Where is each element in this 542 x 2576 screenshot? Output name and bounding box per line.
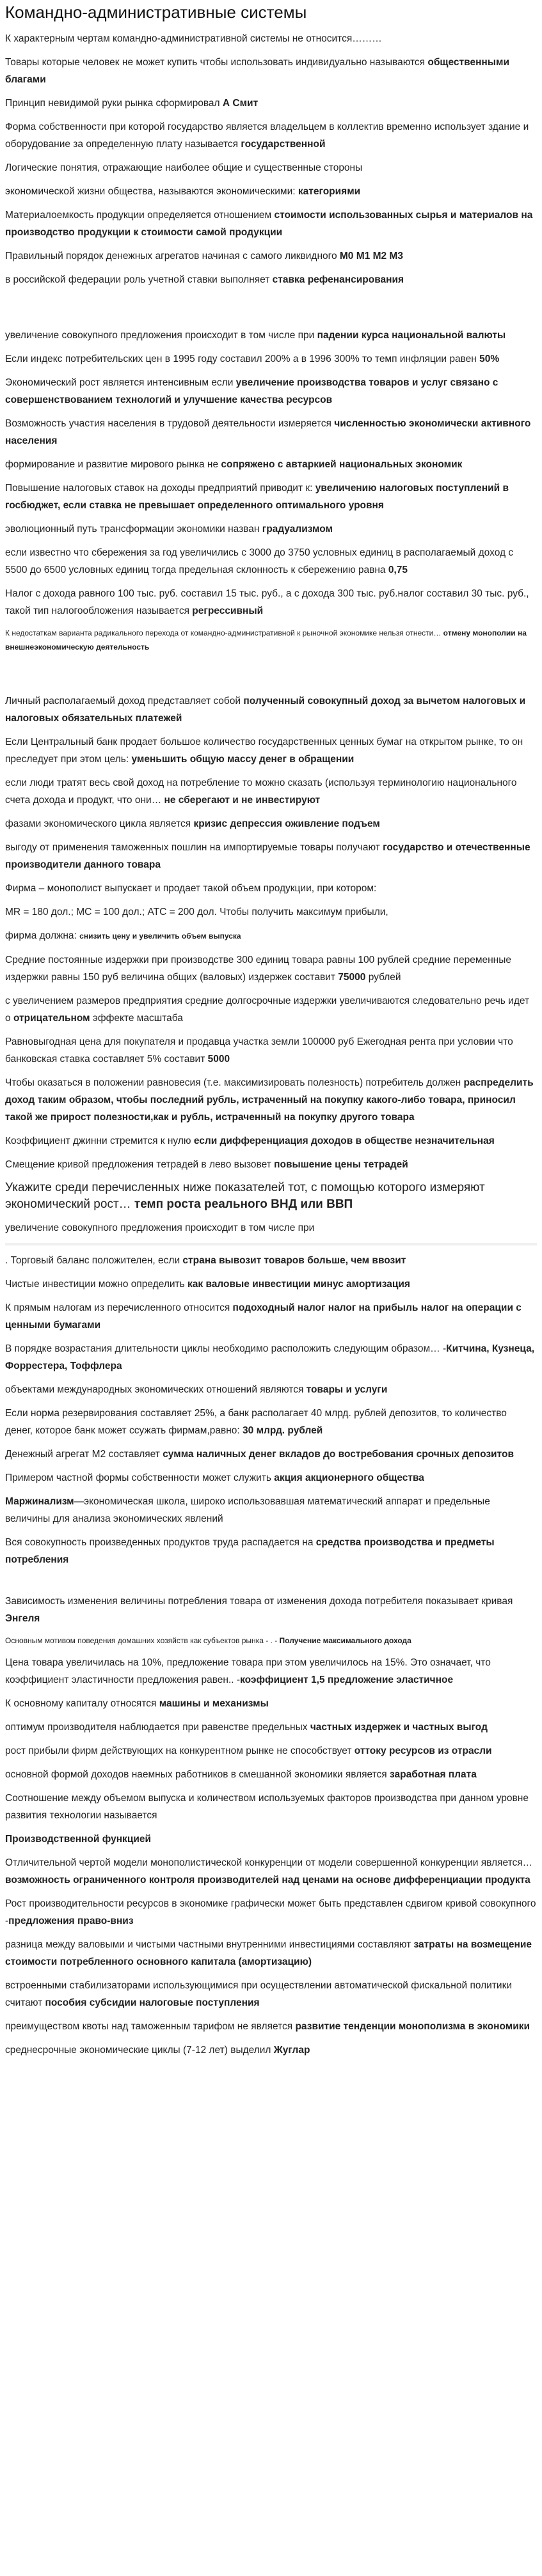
- answer-text: товары и услуги: [306, 1384, 388, 1395]
- answer-text: Производственной функцией: [5, 1834, 152, 1845]
- question-text: Если индекс потребительских цен в 1995 году составил 200% а в 1996 300% то темп инфляции равен: [5, 354, 480, 364]
- question-paragraph: [5, 456, 537, 473]
- answer-text: ставка рефенансирования: [272, 274, 404, 285]
- question-paragraph: [5, 1299, 537, 1334]
- answer-text: Энгеля: [5, 1613, 40, 1624]
- question-text: эволюционный путь трансформации экономики назван: [5, 524, 262, 535]
- question-paragraph: [5, 1381, 537, 1398]
- question-text: с увеличением размеров предприятия средние долгосрочные издержки увеличиваются следовательно речь идет о: [5, 995, 530, 1024]
- question-paragraph: [5, 2018, 537, 2035]
- question-text: Укажите среди перечисленных ниже показателей тот, с помощью которого измеряют экономический рост…: [5, 1181, 485, 1211]
- answer-text: машины и механизмы: [159, 1698, 269, 1709]
- question-paragraph: [5, 839, 537, 873]
- question-paragraph: [5, 1831, 537, 1848]
- question-text: среднесрочные экономические циклы (7-12 лет) выделил: [5, 2045, 274, 2056]
- question-paragraph: [5, 247, 537, 265]
- question-text-tail: рублей: [365, 972, 401, 983]
- question-paragraph: [5, 1790, 537, 1824]
- question-text: увеличение совокупного предложения происходит в том числе при: [5, 1222, 315, 1233]
- answer-text: падении курса национальной валюты: [317, 330, 506, 341]
- question-text: основной формой доходов наемных работников в смешанной экономики является: [5, 1769, 390, 1780]
- question-paragraph: [5, 544, 537, 579]
- question-paragraph: [5, 1132, 537, 1150]
- question-text: Налог с дохода равного 100 тыс. руб. составил 15 тыс. руб., а с дохода 300 тыс. руб.налог составил 30 тыс. руб., такой тип налогообложения называется: [5, 588, 529, 616]
- question-text: К основному капиталу относятся: [5, 1698, 159, 1709]
- page-title: Командно-административные системы: [5, 3, 307, 22]
- question-text: Чистые инвестиции можно определить: [5, 1279, 188, 1290]
- question-paragraph: [5, 30, 537, 47]
- content: [5, 30, 537, 2059]
- question-paragraph: [5, 1936, 537, 1971]
- answer-text: повышение цены тетрадей: [274, 1159, 408, 1170]
- question-paragraph: [5, 1469, 537, 1487]
- answer-text: частных издержек и частных выгод: [310, 1722, 488, 1733]
- divider: [5, 1243, 537, 1245]
- question-text: оптимум производителя наблюдается при равенстве предельных: [5, 1722, 310, 1733]
- question-text: в российской федерации роль учетной ставки выполняет: [5, 274, 273, 285]
- question-paragraph: [5, 1634, 537, 1648]
- answer-text: 0,75: [388, 565, 408, 575]
- question-paragraph: [5, 480, 537, 514]
- question-paragraph: [5, 951, 537, 986]
- question-text: Чтобы оказаться в положении равновесия (т.е. максимизировать полезность) потребитель должен: [5, 1077, 464, 1088]
- question-text: В порядке возрастания длительности циклы необходимо расположить следующим образом… -: [5, 1343, 447, 1354]
- answer-text: М0 М1 М2 М3: [339, 251, 403, 262]
- answer-text: полученный совокупный доход за вычетом налоговых и налоговых обязательных платежей: [5, 696, 526, 724]
- answer-text: градуализмом: [262, 524, 333, 535]
- question-paragraph: [5, 327, 537, 344]
- answer-text: увеличение производства товаров и услуг связано с совершенствованием технологий и улучшение качества ресурсов: [5, 377, 498, 405]
- answer-text: численностью экономически активного населения: [5, 418, 531, 446]
- answer-text: возможность ограниченного контроля производителей над ценами на основе дифференциации продукта: [5, 1875, 530, 1885]
- answer-text: Китчина, Кузнеца, Форрестера, Тоффлера: [5, 1343, 535, 1371]
- question-text: Товары которые человек не может купить чтобы использовать индивидуально называются: [5, 57, 428, 68]
- answer-text: Получение максимального дохода: [279, 1636, 411, 1645]
- spacer: [5, 660, 537, 692]
- answer-text: 50%: [479, 354, 500, 364]
- answer-text: пособия субсидии налоговые поступления: [45, 1997, 260, 2008]
- question-paragraph: [5, 183, 537, 200]
- question-paragraph: [5, 1977, 537, 2011]
- question-text: Возможность участия населения в трудовой деятельности измеряется: [5, 418, 335, 429]
- question-text: встроенными стабилизаторами использующимися при осуществлении автоматической фискальной политики считают: [5, 1980, 513, 2008]
- spacer: [5, 1575, 537, 1593]
- question-paragraph: [5, 1156, 537, 1173]
- question-paragraph: [5, 1219, 537, 1237]
- answer-text: государство и отечественные производители данного товара: [5, 842, 530, 870]
- question-paragraph: [5, 1742, 537, 1760]
- question-text: выгоду от применения таможенных пошлин на импортируемые товары получают: [5, 842, 383, 853]
- question-paragraph: [5, 1593, 537, 1627]
- question-text: Если норма резервирования составляет 25%, а банк располагает 40 млрд. рублей депозитов, то количество денег, которое банк может ссужать фирмам,равно:: [5, 1408, 507, 1436]
- answer-text: регрессивный: [192, 605, 264, 616]
- answer-text: темп роста реального ВНД или ВВП: [134, 1198, 353, 1211]
- question-paragraph: [5, 585, 537, 620]
- question-paragraph: [5, 1895, 537, 1930]
- question-paragraph: [5, 992, 537, 1027]
- question-text: фирма должна:: [5, 930, 80, 941]
- question-paragraph: [5, 903, 537, 921]
- question-paragraph: [5, 1534, 537, 1568]
- answer-text: акция акционерного общества: [274, 1472, 424, 1483]
- answer-text: 5000: [207, 1054, 230, 1065]
- question-text: разница между валовыми и чистыми частными внутренними инвестициями составляют: [5, 1939, 414, 1950]
- question-text: Смещение кривой предложения тетрадей в лево вызовет: [5, 1159, 275, 1170]
- question-paragraph: [5, 118, 537, 153]
- question-paragraph: [5, 1854, 537, 1889]
- answer-text: Маржинализм: [5, 1496, 74, 1507]
- answer-text: отрицательном: [13, 1013, 90, 1024]
- question-paragraph: [5, 733, 537, 768]
- answer-text: как валовые инвестиции минус амортизация: [187, 1279, 410, 1290]
- answer-text: уменьшить общую массу денег в обращении: [131, 754, 355, 765]
- question-paragraph: [5, 880, 537, 897]
- spacer: [5, 295, 537, 327]
- question-paragraph: [5, 1074, 537, 1126]
- answer-text: 30 млрд. рублей: [243, 1425, 323, 1436]
- answer-text: предложения право-вниз: [8, 1916, 134, 1926]
- answer-text: оттоку ресурсов из отрасли: [354, 1745, 492, 1756]
- question-text: Равновыгодная цена для покупателя и продавца участка земли 100000 руб Ежегодная рента при условии что банковская ставка составляет 5% составит: [5, 1036, 513, 1065]
- question-paragraph: [5, 159, 537, 176]
- answer-text: снизить цену и увеличить объем выпуска: [79, 932, 241, 941]
- question-text: Цена товара увеличилась на 10%, предложение товара при этом увеличилось на 15%. Это означает, что коэффициент эластичности предложения равен.. -: [5, 1657, 491, 1685]
- answer-text: заработная плата: [390, 1769, 477, 1780]
- question-paragraph: [5, 1252, 537, 1269]
- answer-text: страна вывозит товаров больше, чем ввозит: [182, 1255, 406, 1266]
- question-text: Коэффициент джинни стремится к нулю: [5, 1136, 194, 1146]
- answer-text: не сберегают и не инвестируют: [164, 795, 321, 806]
- question-text: MR = 180 дол.; MC = 100 дол.; ATC = 200 дол. Чтобы получить максимум прибыли,: [5, 907, 388, 917]
- question-paragraph: [5, 927, 537, 945]
- question-text: Принцип невидимой руки рынка сформировал: [5, 98, 223, 109]
- question-text: увеличение совокупного предложения происходит в том числе при: [5, 330, 317, 341]
- question-text-tail: —экономическая школа, широко использовавшая математический аппарат и предельные величины для анализа экономических явлений: [5, 1496, 490, 1524]
- question-paragraph: [5, 271, 537, 288]
- question-paragraph: [5, 774, 537, 809]
- question-paragraph: [5, 1695, 537, 1712]
- question-text: Если Центральный банк продает большое количество государственных ценных бумаг на открытом рынке, то он преследует при этом цель:: [5, 737, 523, 765]
- answer-text: 75000: [338, 972, 366, 983]
- question-paragraph: [5, 415, 537, 449]
- answer-text: развитие тенденции монополизма в экономики: [295, 2021, 530, 2032]
- answer-text: кризис депрессия оживление подъем: [193, 818, 380, 829]
- question-paragraph: [5, 626, 537, 654]
- question-text: фазами экономического цикла является: [5, 818, 194, 829]
- answer-text: отмену монополии на внешнеэкономическую деятельность: [5, 628, 527, 652]
- question-paragraph: [5, 207, 537, 241]
- question-paragraph: [5, 692, 537, 727]
- question-text: формирование и развитие мирового рынка не: [5, 459, 221, 470]
- question-paragraph: [5, 374, 537, 409]
- question-text: . Торговый баланс положителен, если: [5, 1255, 183, 1266]
- question-text: экономической жизни общества, называются экономическими:: [5, 186, 298, 197]
- question-text: Правильный порядок денежных агрегатов начиная с самого ликвидного: [5, 251, 340, 262]
- page: [0, 3, 542, 2059]
- question-text: Отличительной чертой модели монополистической конкуренции от модели совершенной конкуренции является…: [5, 1857, 533, 1868]
- question-text: рост прибыли фирм действующих на конкурентном рынке не способствует: [5, 1745, 355, 1756]
- question-text-tail: эффекте масштаба: [90, 1013, 183, 1024]
- question-text: Форма собственности при которой государство является владельцем в коллектив временно использует здание и оборудование за определенную плату называется: [5, 121, 529, 150]
- question-paragraph: [5, 2041, 537, 2059]
- question-paragraph: [5, 1033, 537, 1068]
- question-paragraph: [5, 1493, 537, 1527]
- question-text: преимуществом квоты над таможенным тарифом не является: [5, 2021, 296, 2032]
- question-paragraph: [5, 95, 537, 112]
- question-text: Денежный агрегат М2 составляет: [5, 1449, 163, 1460]
- answer-text: стоимости использованных сырья и материалов на производство продукции к стоимости самой продукции: [5, 210, 533, 238]
- question-paragraph: [5, 1180, 537, 1213]
- question-paragraph: [5, 1276, 537, 1293]
- question-text: Средние постоянные издержки при производстве 300 единиц товара равны 100 рублей средние переменные издержки равны 150 руб величина общих (валовых) издержек составит: [5, 955, 511, 983]
- answer-text: средства производства и предметы потребления: [5, 1537, 495, 1565]
- question-text: Рост производительности ресурсов в экономике графически может быть представлен сдвигом кривой совокупного -: [5, 1898, 536, 1926]
- question-text: К характерным чертам командно-административной системы не относится………: [5, 33, 382, 44]
- question-text: Фирма – монополист выпускает и продает такой объем продукции, при котором:: [5, 883, 377, 894]
- answer-text: сопряжено с автаркией национальных экономик: [221, 459, 463, 470]
- question-paragraph: [5, 54, 537, 88]
- question-paragraph: [5, 815, 537, 832]
- answer-text: затраты на возмещение стоимости потребленного основного капитала (амортизацию): [5, 1939, 532, 1967]
- answer-text: увеличению налоговых поступлений в госбюджет, если ставка не превышает определенного оптимального уровня: [5, 483, 509, 511]
- question-text: К недостаткам варианта радикального перехода от командно-административной к рыночной экономике нельзя отнести…: [5, 628, 443, 637]
- question-paragraph: [5, 520, 537, 538]
- question-paragraph: [5, 1446, 537, 1463]
- question-paragraph: [5, 1654, 537, 1689]
- answer-text: Жуглар: [273, 2045, 310, 2056]
- question-text: если известно что сбережения за год увеличились с 3000 до 3750 условных единиц в располагаемый доход с 5500 до 6500 условных единиц тогда предельная склонность к сбережению равна: [5, 547, 514, 575]
- answer-text: государственной: [241, 139, 326, 150]
- answer-text: общественными благами: [5, 57, 510, 85]
- question-text: Соотношение между объемом выпуска и количеством используемых факторов производства при данном уровне развития технологии называется: [5, 1793, 529, 1821]
- question-paragraph: [5, 1340, 537, 1375]
- answer-text: если дифференциация доходов в обществе незначительная: [193, 1136, 495, 1146]
- question-text: Личный располагаемый доход представляет собой: [5, 696, 244, 706]
- question-paragraph: [5, 1405, 537, 1439]
- question-paragraph: [5, 1719, 537, 1736]
- question-text: Повышение налоговых ставок на доходы предприятий приводит к:: [5, 483, 315, 494]
- answer-text: А Смит: [222, 98, 259, 109]
- answer-text: подоходный налог налог на прибыль налог на операции с ценными бумагами: [5, 1302, 522, 1331]
- question-text: К прямым налогам из перечисленного относится: [5, 1302, 233, 1313]
- question-text: Материалоемкость продукции определяется отношением: [5, 210, 275, 221]
- question-paragraph: [5, 1766, 537, 1783]
- answer-text: категориями: [298, 186, 361, 197]
- question-paragraph: [5, 350, 537, 368]
- question-text: если люди тратят весь свой доход на потребление то можно сказать (используя терминологию национального счета дохода и продукт, что они…: [5, 777, 517, 806]
- question-text: Основным мотивом поведения домашних хозяйств как субъектов рынка - . -: [5, 1636, 280, 1645]
- answer-text: распределить доход таким образом, чтобы последний рубль, истраченный на покупку какого-либо товара, приносил такой же прирост полезности,как и рубль, истраченный на покупку другого товара: [5, 1077, 534, 1123]
- question-text: объектами международных экономических отношений являются: [5, 1384, 307, 1395]
- question-text: Зависимость изменения величины потребления товара от изменения дохода потребителя показывает кривая: [5, 1596, 513, 1607]
- question-text: Экономический рост является интенсивным если: [5, 377, 236, 388]
- answer-text: сумма наличных денег вкладов до востребования срочных депозитов: [163, 1449, 514, 1460]
- answer-text: коэффициент 1,5 предложение эластичное: [240, 1674, 454, 1685]
- question-text: Логические понятия, отражающие наиболее общие и существенные стороны: [5, 162, 363, 173]
- question-text: Вся совокупность произведенных продуктов труда распадается на: [5, 1537, 316, 1548]
- question-text: Примером частной формы собственности может служить: [5, 1472, 275, 1483]
